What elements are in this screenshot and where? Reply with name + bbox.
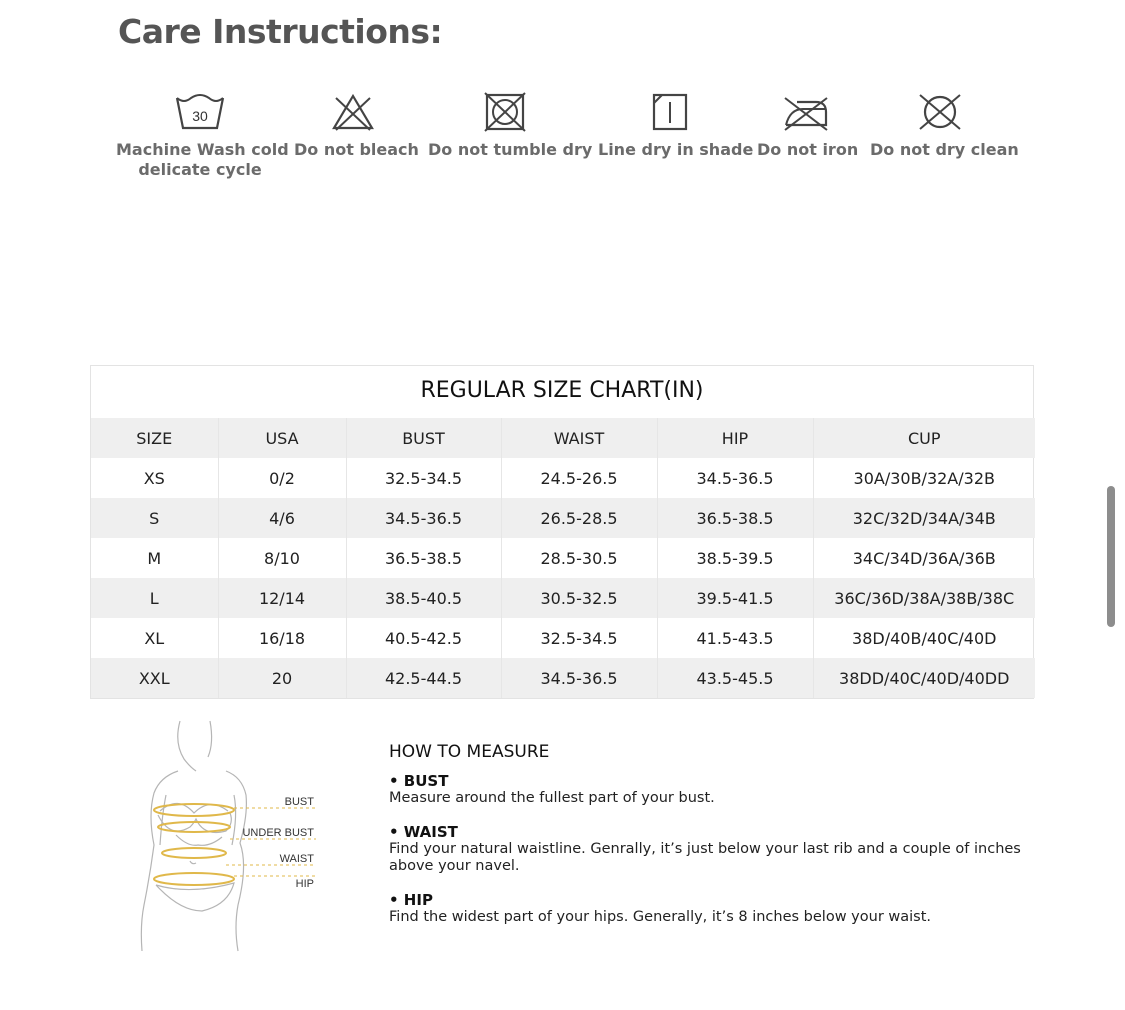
size-chart-title: REGULAR SIZE CHART(IN) [420, 378, 704, 403]
table-cell: 24.5-26.5 [501, 458, 657, 498]
table-cell: 38DD/40C/40D/40DD [813, 658, 1035, 698]
header-bust: BUST [346, 418, 501, 458]
vertical-scrollbar[interactable] [1107, 486, 1115, 627]
care-label [757, 140, 859, 160]
care-label [294, 140, 419, 160]
table-row [91, 498, 1035, 538]
header-waist: WAIST [501, 418, 657, 458]
table-cell: M [147, 548, 162, 568]
table-cell: 39.5-41.5 [657, 578, 813, 618]
table-cell: 36.5-38.5 [657, 498, 813, 538]
care-item-linedry [598, 92, 754, 160]
care-label [116, 140, 289, 180]
table-cell: 34.5-36.5 [346, 498, 501, 538]
measure-leaders [226, 808, 316, 876]
no-bleach-icon [330, 92, 376, 132]
table-cell: 28.5-30.5 [501, 538, 657, 578]
table-cell: 32.5-34.5 [501, 618, 657, 658]
table-row [91, 618, 1035, 658]
care-label [870, 140, 1019, 160]
care-item-iron [757, 92, 859, 160]
table-cell: 16/18 [218, 618, 346, 658]
table-cell: 42.5-44.5 [346, 658, 501, 698]
care-item-dryclean [870, 92, 1019, 160]
table-header-row [91, 418, 1035, 458]
size-chart [90, 365, 1034, 699]
table-cell: 41.5-43.5 [657, 618, 813, 658]
header-cup: CUP [813, 418, 1035, 458]
table-cell: 34.5-36.5 [501, 658, 657, 698]
body-measure-figure [130, 715, 330, 965]
care-label [598, 140, 754, 160]
table-cell: XL [144, 628, 165, 648]
table-cell: XS [143, 468, 165, 488]
table-cell: S [149, 508, 160, 528]
measure-text-waist: Find your natural waistline. Genrally, it’s just below your last rib and a couple of inches above your navel. [389, 841, 1021, 874]
measure-head-hip: • HIP [389, 891, 433, 909]
table-cell: 43.5-45.5 [657, 658, 813, 698]
care-item-wash [116, 92, 289, 180]
figure-label-under-bust: UNDER BUST [242, 827, 314, 839]
care-label-line1: Do not iron [757, 140, 859, 159]
measure-text-bust: Measure around the fullest part of your bust. [389, 790, 715, 806]
care-label-line2: delicate cycle [138, 160, 262, 179]
care-label-line1: Do not bleach [294, 140, 419, 159]
table-cell: 30A/30B/32A/32B [813, 458, 1035, 498]
figure-label-waist: WAIST [279, 853, 314, 865]
how-to-measure-title: HOW TO MEASURE [389, 742, 550, 762]
table-cell: 0/2 [218, 458, 346, 498]
table-cell: 26.5-28.5 [501, 498, 657, 538]
table-row [91, 578, 1035, 618]
wash-30-icon [174, 92, 226, 132]
table-cell: 12/14 [218, 578, 346, 618]
table-cell: 8/10 [218, 538, 346, 578]
body-outline [141, 721, 246, 951]
figure-label-hip: HIP [295, 878, 314, 890]
table-cell: 36C/36D/38A/38B/38C [813, 578, 1035, 618]
care-item-tumble [428, 92, 593, 160]
care-label-line1: Line dry in shade [598, 140, 754, 159]
figure-label-bust: BUST [284, 796, 314, 808]
care-label-line1: Do not tumble dry [428, 140, 593, 159]
table-cell: 34C/34D/36A/36B [813, 538, 1035, 578]
table-row [91, 458, 1035, 498]
table-cell: 36.5-38.5 [346, 538, 501, 578]
table-cell: 40.5-42.5 [346, 618, 501, 658]
measure-head-bust: • BUST [389, 772, 449, 790]
table-cell: 38D/40B/40C/40D [813, 618, 1035, 658]
table-cell: L [149, 588, 159, 608]
table-cell: 4/6 [218, 498, 346, 538]
line-dry-shade-icon [647, 92, 693, 132]
no-tumble-dry-icon [482, 92, 528, 132]
table-cell: XXL [138, 668, 170, 688]
no-iron-icon [781, 92, 831, 132]
size-table [91, 418, 1035, 698]
table-cell: 38.5-39.5 [657, 538, 813, 578]
care-label-line1: Machine Wash cold [116, 140, 289, 159]
table-cell: 20 [218, 658, 346, 698]
table-cell: 32C/32D/34A/34B [813, 498, 1035, 538]
measure-head-waist: • WAIST [389, 823, 458, 841]
wash-temp-text: 30 [192, 108, 208, 124]
how-to-measure [389, 742, 1029, 943]
table-cell: 38.5-40.5 [346, 578, 501, 618]
measure-text-hip: Find the widest part of your hips. Generally, it’s 8 inches below your waist. [389, 909, 932, 925]
table-cell: 30.5-32.5 [501, 578, 657, 618]
table-cell: 34.5-36.5 [657, 458, 813, 498]
table-cell: 32.5-34.5 [346, 458, 501, 498]
header-hip: HIP [657, 418, 813, 458]
header-size: SIZE [136, 428, 173, 448]
table-row [91, 658, 1035, 698]
care-item-bleach [294, 92, 419, 160]
table-row [91, 538, 1035, 578]
care-label [428, 140, 593, 160]
no-dry-clean-icon [915, 92, 965, 132]
care-instructions-title: Care Instructions: [118, 12, 443, 51]
measure-tape [154, 804, 234, 885]
care-label-line1: Do not dry clean [870, 140, 1019, 159]
header-usa: USA [218, 418, 346, 458]
